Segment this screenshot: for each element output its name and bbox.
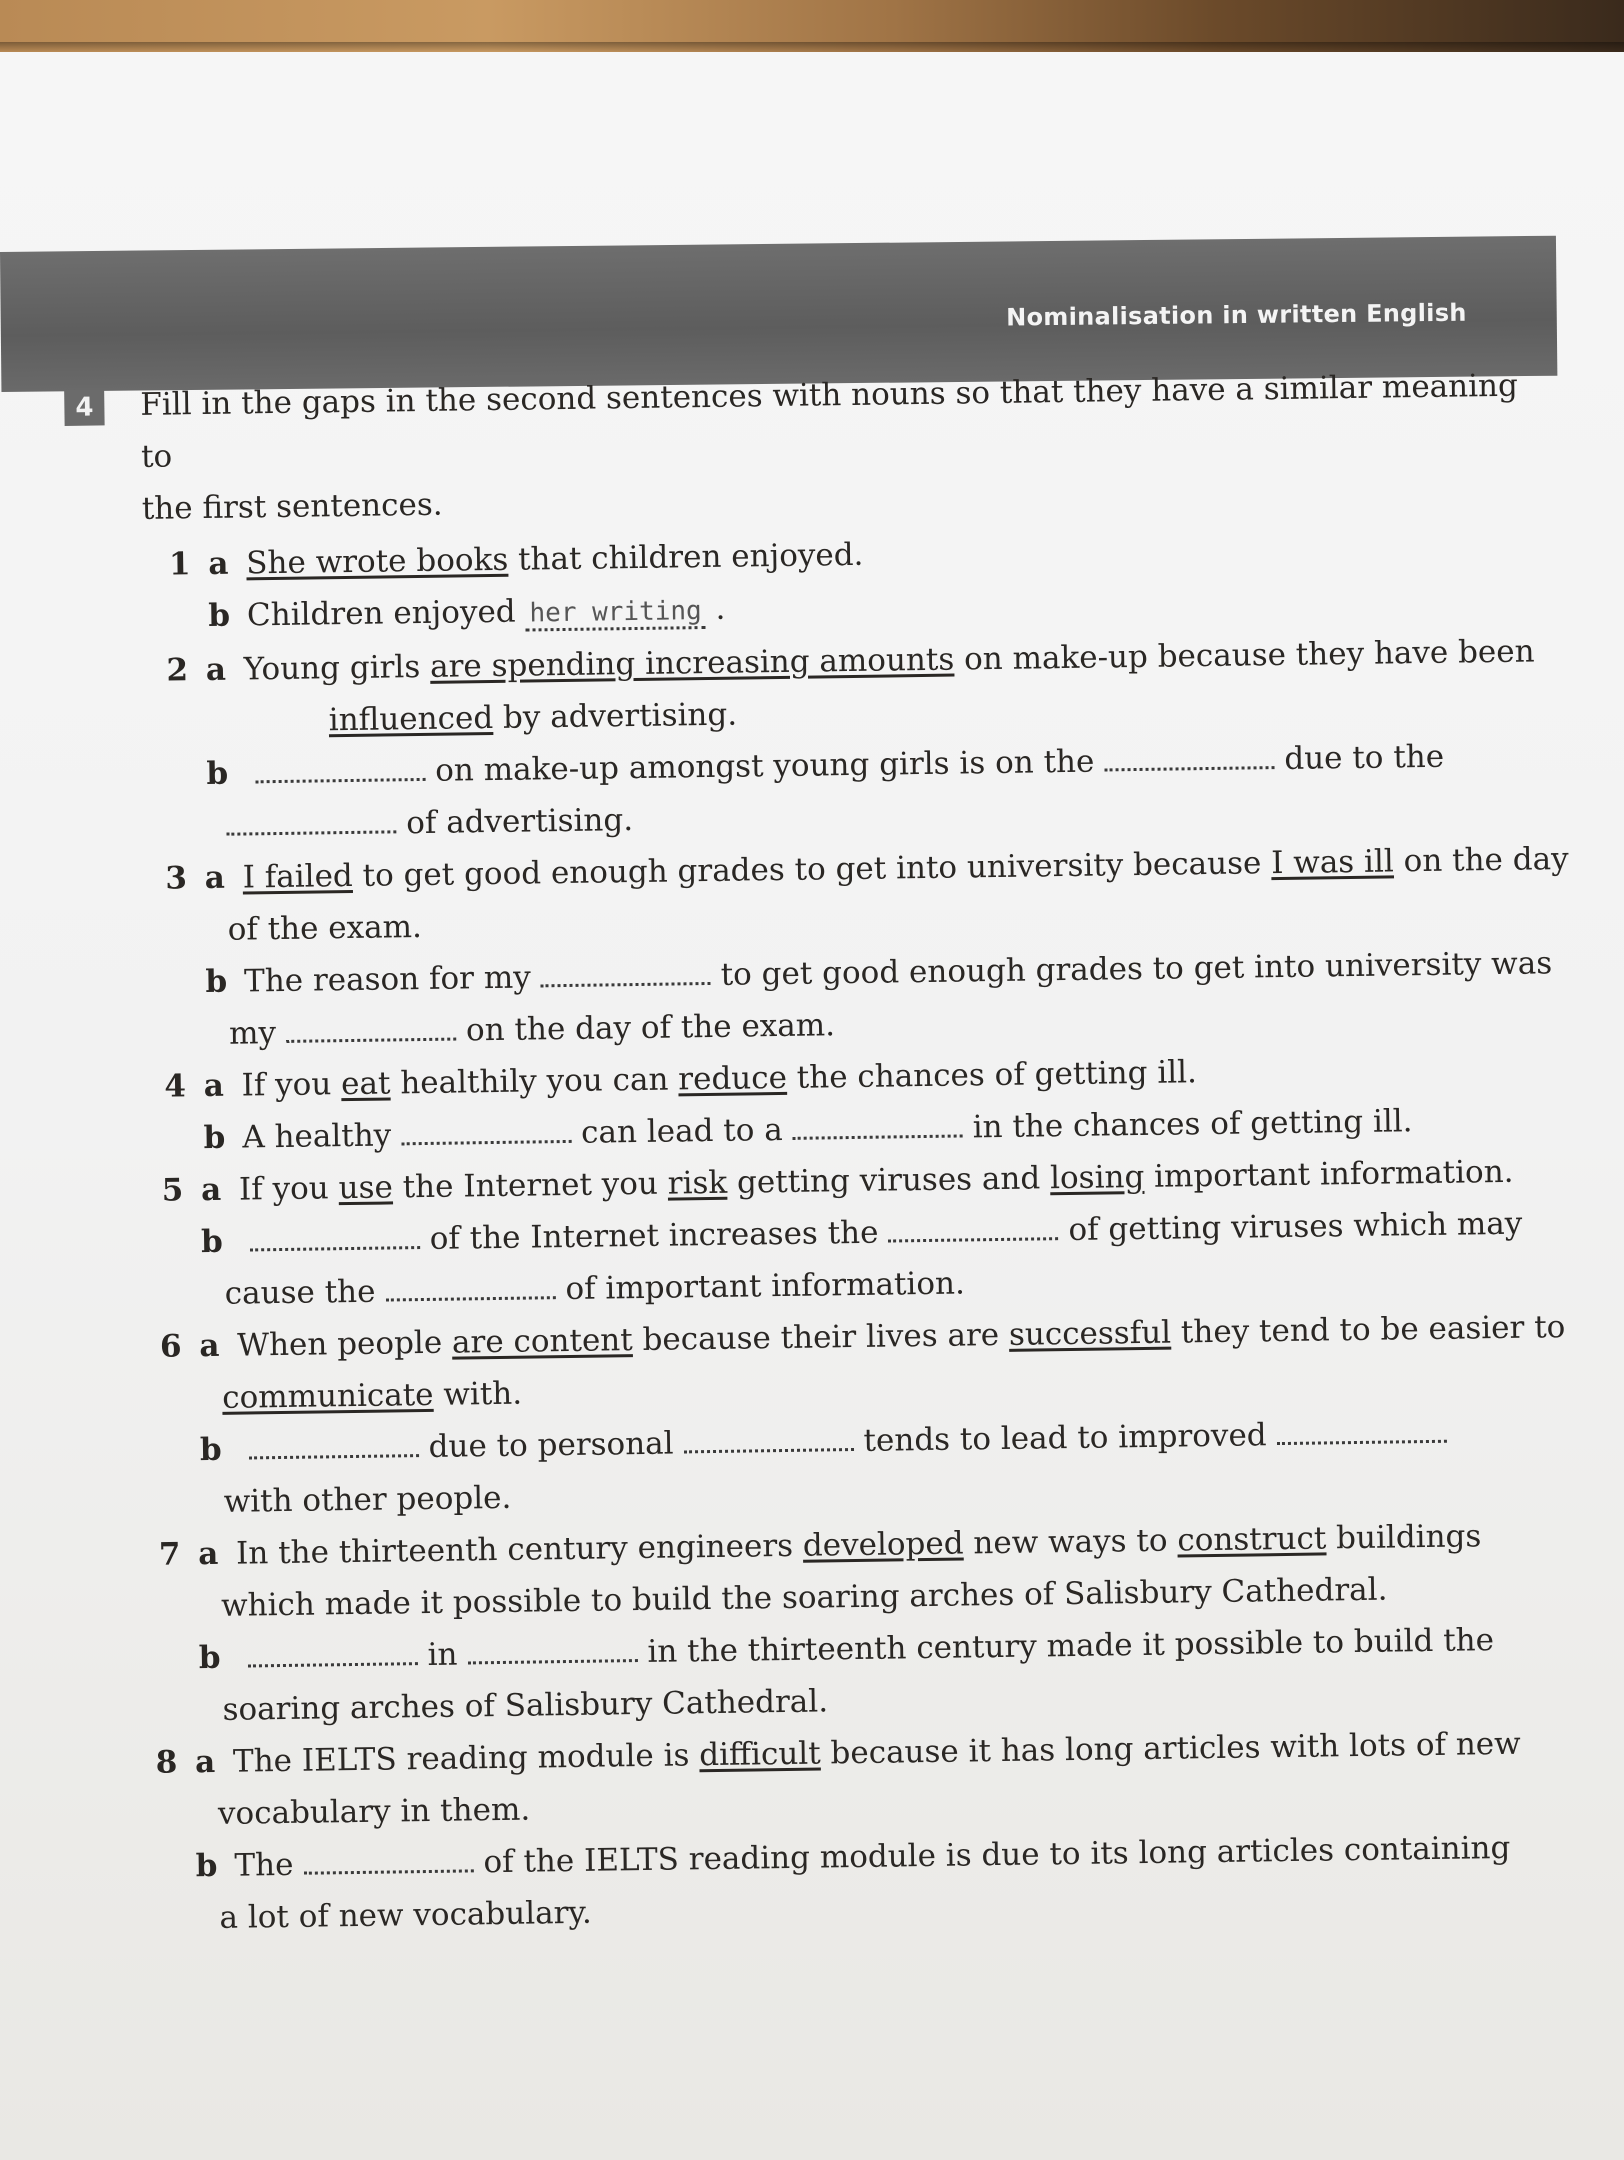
exercise-item-6 <box>141 1301 1566 1529</box>
sentence-3b-cont: my on the day of the exam. <box>228 1007 836 1052</box>
exercise-content <box>60 359 1569 1946</box>
sentence-8a: 8 a The IELTS reading module is difficult because it has long articles with lots of new <box>155 1725 1521 1781</box>
sentence-7b: b in in the thirteenth century made it possible to build the <box>198 1622 1495 1677</box>
sentence-3b: b The reason for my to get good enough grades to get into university was <box>205 945 1553 1001</box>
answer-gap[interactable] <box>226 810 396 835</box>
answer-gap[interactable] <box>1276 1420 1446 1445</box>
sentence-5b: b of the Internet increases the of getting viruses which may <box>200 1205 1523 1261</box>
sentence-8a-cont: vocabulary in them. <box>217 1791 531 1832</box>
answer-gap[interactable] <box>683 1428 853 1453</box>
answer-gap[interactable] <box>385 1276 555 1301</box>
answer-gap[interactable] <box>467 1639 637 1664</box>
sentence-7a-cont: which made it possible to build the soaring arches of Salisbury Cathedral. <box>220 1571 1388 1624</box>
exercise-instruction <box>60 359 1542 536</box>
answer-gap[interactable] <box>255 758 425 783</box>
sentence-1a: 1 a She wrote books that children enjoyed. <box>168 536 864 583</box>
exercise-number-badge: 4 <box>64 389 104 426</box>
table-background <box>0 0 1624 52</box>
sentence-4a: 4 a If you eat healthily you can reduce the chances of getting ill. <box>164 1054 1198 1105</box>
sentence-6b: b due to personal tends to lead to improved <box>143 1405 1556 1477</box>
instruction-line-1: Fill in the gaps in the second sentences with nouns so that they have a similar meaning to <box>140 367 1519 475</box>
answer-gap[interactable] <box>401 1120 571 1145</box>
exercise-item-4 <box>146 1041 1551 1165</box>
sentence-8b: b The of the IELTS reading module is due to its long articles containing <box>195 1829 1511 1885</box>
sentence-2b-cont: of advertising. <box>150 781 1547 852</box>
exercise-item-7 <box>140 1509 1559 1737</box>
exercise-item-5 <box>143 1145 1553 1321</box>
banner-title: Nominalisation in written English <box>1005 298 1467 332</box>
sentence-6a: 6 a When people are content because their lives are successful they tend to be easier to <box>159 1309 1566 1365</box>
answer-gap[interactable] <box>793 1114 963 1139</box>
answer-gap[interactable] <box>250 1226 420 1251</box>
sentence-2a-cont: influenced by advertising. <box>328 696 738 739</box>
sentence-7b-cont: soaring arches of Salisbury Cathedral. <box>222 1683 829 1728</box>
sentence-3a: 3 a I failed to get good enough grades to get into university because I was ill on the day <box>165 840 1569 897</box>
sentence-7a: 7 a In the thirteenth century engineers developed new ways to construct buildings <box>158 1518 1482 1573</box>
sentence-5a: 5 a If you use the Internet you risk getting viruses and losing important information. <box>161 1153 1514 1209</box>
sentence-6a-cont: communicate with. <box>221 1375 523 1416</box>
answer-gap[interactable] <box>541 962 711 987</box>
sentence-1b: b Children enjoyed her writing . <box>208 590 726 634</box>
table-shadow <box>0 42 1624 52</box>
sentence-4b: b A healthy can lead to a in the chances of getting ill. <box>203 1103 1413 1157</box>
exercise-item-2 <box>148 625 1547 852</box>
answer-gap[interactable] <box>303 1849 473 1874</box>
sentence-8b-cont: a lot of new vocabulary. <box>219 1894 592 1936</box>
exercise-item-8 <box>137 1717 1562 1945</box>
sentence-5b-cont: cause the of important information. <box>224 1265 966 1312</box>
sentence-3a-cont: of the exam. <box>227 909 423 948</box>
sentence-2a: 2 a Young girls are spending increasing amounts on make-up because they have been <box>166 633 1535 689</box>
handwritten-answer[interactable]: her writing <box>525 596 706 632</box>
answer-gap[interactable] <box>888 1217 1058 1242</box>
answer-gap[interactable] <box>286 1018 456 1043</box>
answer-gap[interactable] <box>1104 746 1274 771</box>
sentence-2b: b on make-up amongst young girls is on the due to the <box>206 738 1445 792</box>
answer-gap[interactable] <box>248 1434 418 1459</box>
answer-gap[interactable] <box>247 1642 417 1667</box>
exercise-item-1 <box>150 519 1543 644</box>
exercise-item-3 <box>147 833 1569 1061</box>
instruction-line-2: the first sentences. <box>141 486 443 527</box>
sentence-6b-cont: with other people. <box>223 1479 512 1520</box>
